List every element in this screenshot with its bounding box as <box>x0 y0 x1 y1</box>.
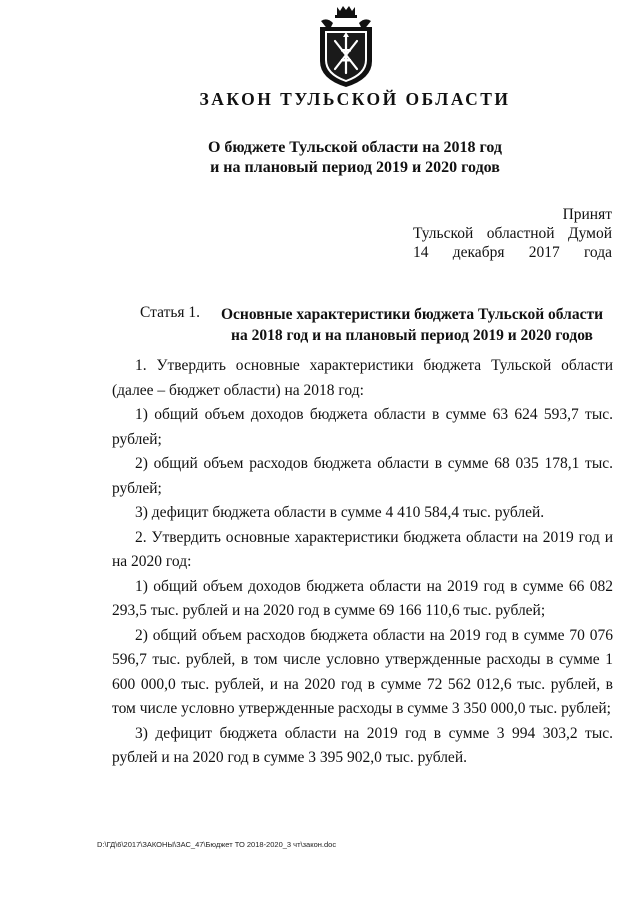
article-title-line: на 2018 год и на плановый период 2019 и 2020 годов <box>231 327 593 344</box>
adopted-label: Принят <box>562 206 612 223</box>
paragraph: 1) общий объем доходов бюджета области на 2019 год в сумме 66 082 293,5 тыс. рублей и на 2020 год в сумме 69 166 110,6 тыс. рублей; <box>112 577 613 619</box>
adopted-by: Тульской областной Думой <box>413 225 612 242</box>
paragraph: 3) дефицит бюджета области в сумме 4 410 584,4 тыс. рублей. <box>135 504 545 521</box>
paragraph: 2. Утвердить основные характеристики бюджета области на 2019 год и на 2020 год: <box>112 528 613 570</box>
article-body <box>112 354 613 771</box>
paragraph: 1) общий объем доходов бюджета области в сумме 63 624 593,7 тыс. рублей; <box>112 406 613 448</box>
paragraph: 2) общий объем расходов бюджета области в сумме 68 035 178,1 тыс. рублей; <box>112 455 613 497</box>
article-label: Статья 1. <box>140 304 201 321</box>
tula-region-coat-of-arms-icon <box>317 5 375 89</box>
adoption-block <box>413 205 612 262</box>
paragraph: 1. Утвердить основные характеристики бюджета Тульской области (далее – бюджет области) на 2018 год: <box>112 357 613 399</box>
law-title: ЗАКОН ТУЛЬСКОЙ ОБЛАСТИ <box>199 89 511 109</box>
law-subtitle-line: и на плановый период 2019 и 2020 годов <box>210 159 500 176</box>
article-title <box>212 304 612 346</box>
paragraph: 3) дефицит бюджета области на 2019 год в сумме 3 994 303,2 тыс. рублей и на 2020 год в сумме 3 395 902,0 тыс. рублей. <box>112 724 613 766</box>
law-subtitle-line: О бюджете Тульской области на 2018 год <box>207 139 503 156</box>
adopted-date: 14 декабря 2017 года <box>413 244 612 261</box>
article-title-line: Основные характеристики бюджета Тульской области <box>220 306 604 323</box>
law-subtitle <box>0 138 640 178</box>
paragraph: 2) общий объем расходов бюджета области на 2019 год в сумме 70 076 596,7 тыс. рублей, в том числе условно утвержденные расходы в сумме 1 600 000,0 тыс. рублей, и на 2020 год в сумме 72 562 012,6 тыс. рублей, в том числе условно утвержденные расходы в сумме 3 350 000,0 тыс. рублей; <box>112 626 613 717</box>
file-path-footer: D:\ГД\6\2017\ЗАКОНЫ\ЗАС_47\Бюджет ТО 2018-2020_3 чт\закон.doc <box>97 840 337 849</box>
